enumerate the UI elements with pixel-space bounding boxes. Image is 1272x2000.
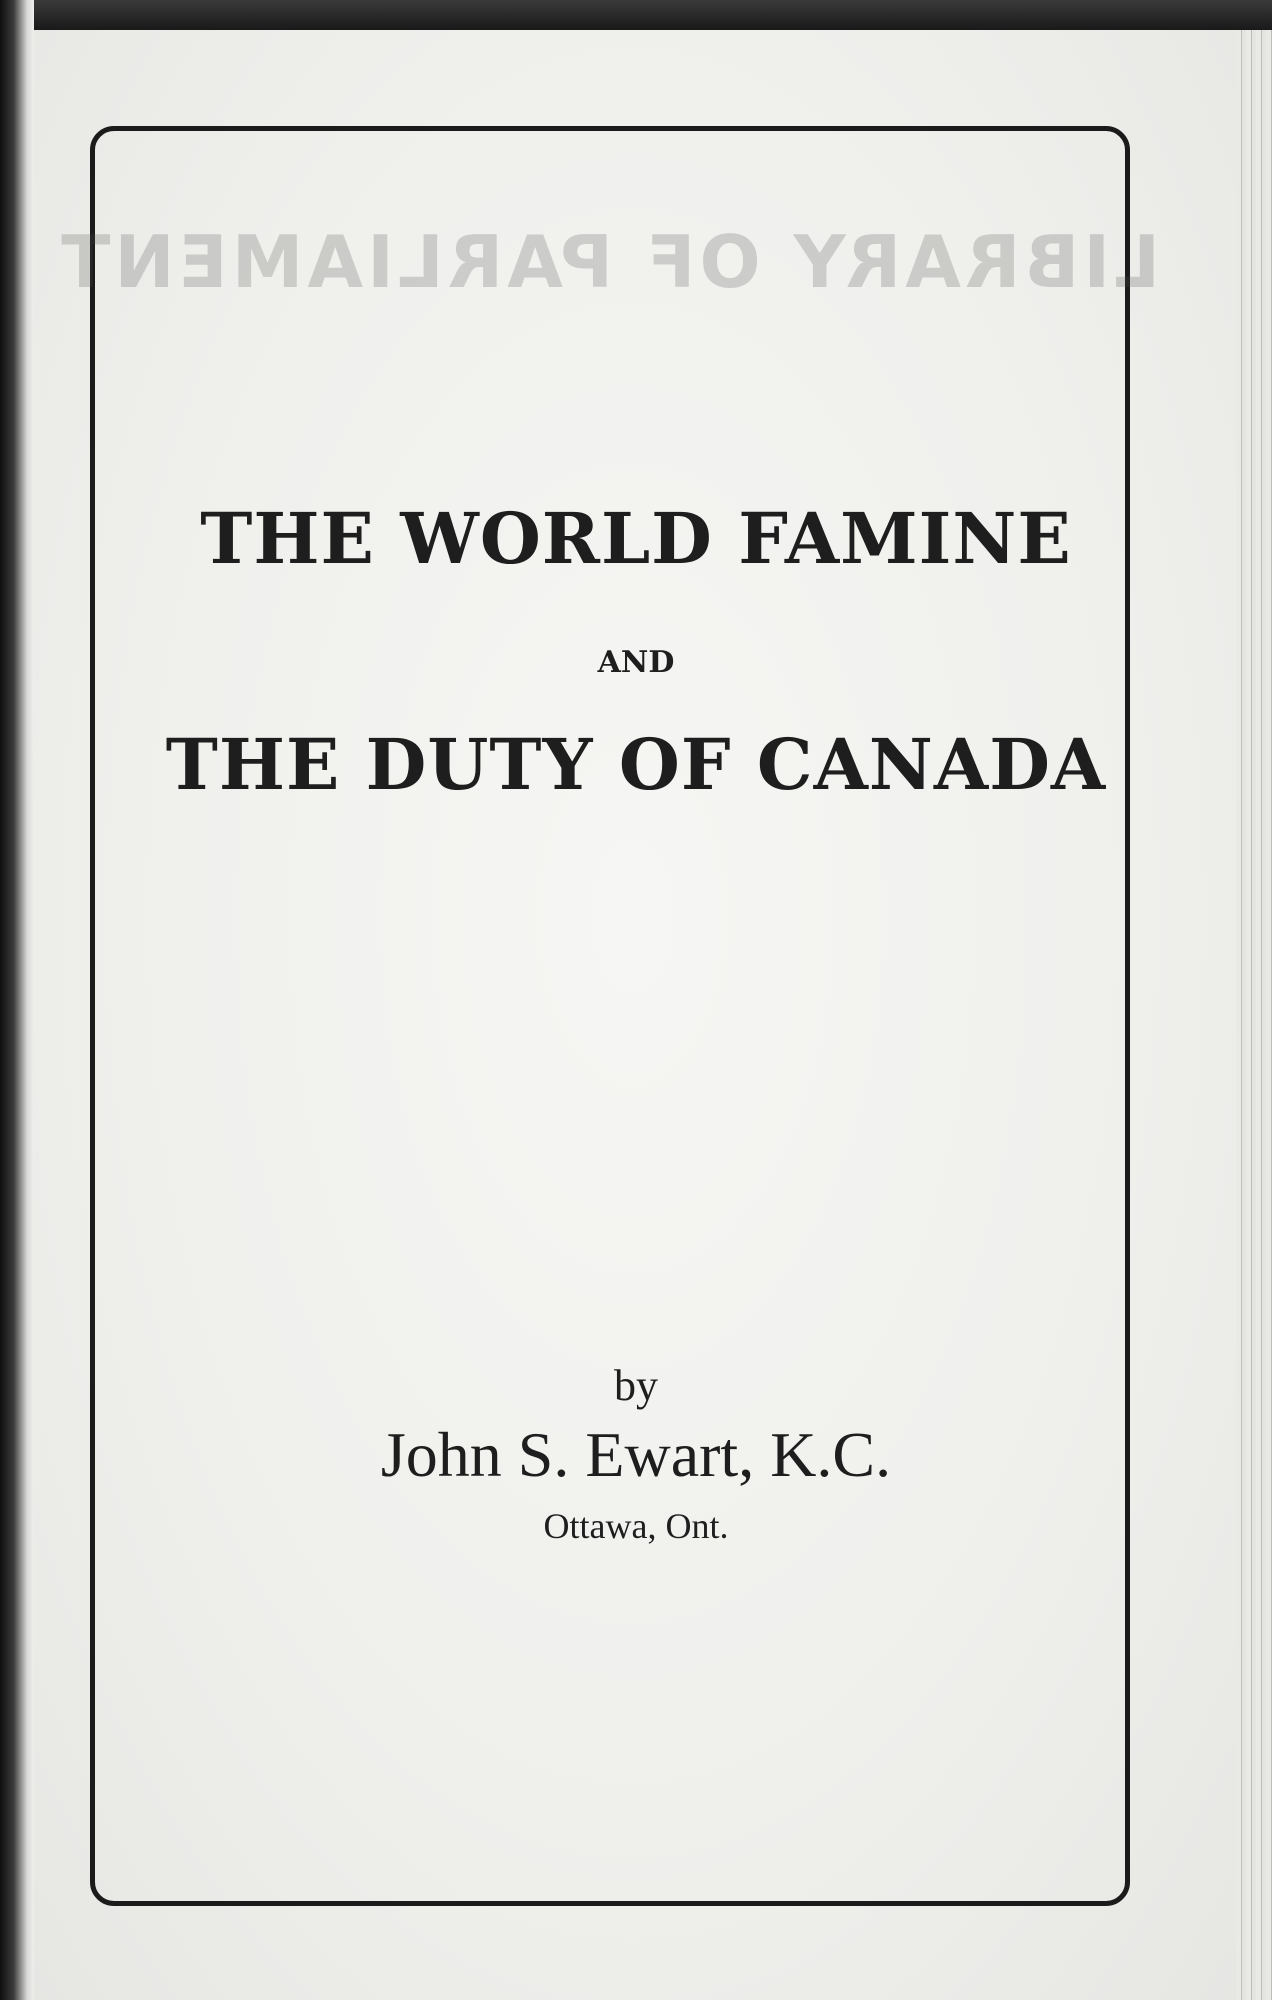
author-location: Ottawa, Ont.: [543, 1506, 729, 1546]
title-line-1: THE WORLD FAMINE: [200, 497, 1072, 580]
title-line-2: THE DUTY OF CANADA: [165, 723, 1107, 806]
author-name: John S. Ewart, K.C.: [380, 1419, 892, 1490]
title-conjunction: AND: [597, 645, 675, 680]
binding-top-strip: [0, 0, 1272, 34]
page-edges: [1236, 30, 1272, 2000]
book-spine: [0, 0, 34, 2000]
cover-border-frame: [90, 126, 1130, 1906]
library-stamp: LIBRARY OF PARLIAMENT: [57, 220, 1160, 304]
by-label: by: [614, 1361, 658, 1410]
